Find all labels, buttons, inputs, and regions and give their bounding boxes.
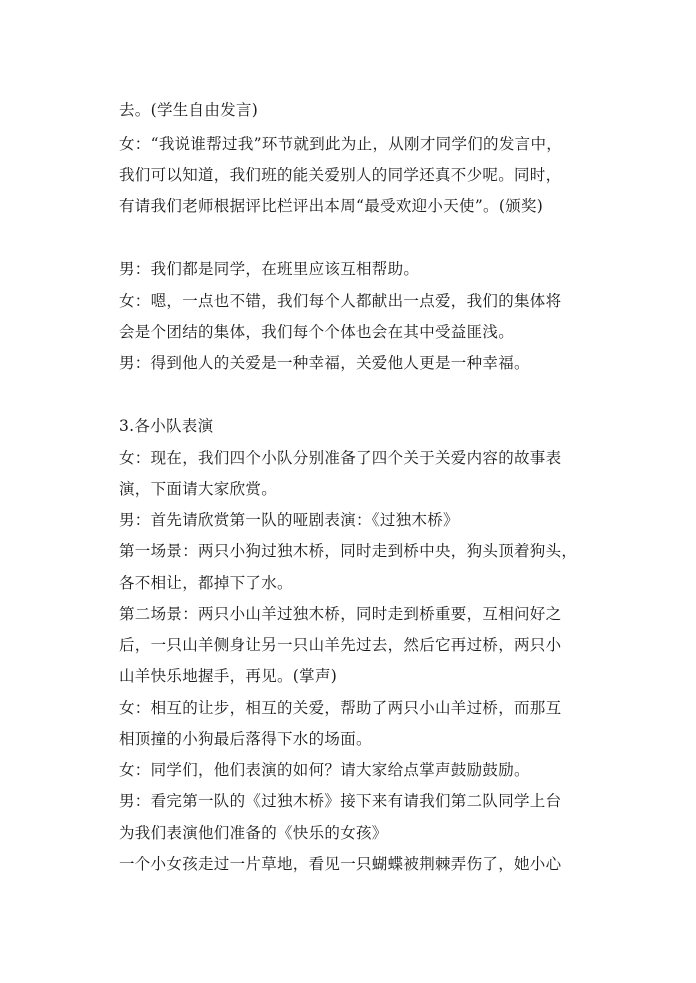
text-line: 演，下面请大家欣赏。 — [119, 480, 278, 498]
text-line: 有请我们老师根据评比栏评出本周“最受欢迎小天使”。(颁奖) — [119, 197, 544, 215]
text-line: 女：嗯，一点也不错，我们每个人都献出一点爱，我们的集体将 — [119, 292, 562, 310]
section-heading: 3.各小队表演 — [119, 417, 214, 435]
text-line: 相顶撞的小狗最后落得下水的场面。 — [119, 730, 372, 748]
text-line: 各不相让，都掉下了水。 — [119, 574, 293, 592]
text-line: 女：同学们，他们表演的如何？请大家给点掌声鼓励鼓励。 — [119, 761, 530, 779]
text-line: 一个小女孩走过一片草地，看见一只蝴蝶被荆棘弄伤了，她小心 — [119, 855, 562, 873]
text-line: 女：相互的让步，相互的关爱，帮助了两只小山羊过桥，而那互 — [119, 699, 562, 717]
text-line: 后，一只山羊侧身让另一只山羊先过去，然后它再过桥，两只小 — [119, 636, 562, 654]
text-line: 男：看完第一队的《过独木桥》接下来有请我们第二队同学上台 — [119, 792, 562, 810]
text-line: 第一场景：两只小狗过独木桥，同时走到桥中央，狗头顶着狗头， — [119, 542, 578, 560]
text-line: 男：首先请欣赏第一队的哑剧表演：《过独木桥》 — [119, 511, 459, 529]
text-line: 女：现在，我们四个小队分别准备了四个关于关爱内容的故事表 — [119, 449, 562, 467]
text-line: 男：我们都是同学，在班里应该互相帮助。 — [119, 260, 420, 278]
text-line: 去。(学生自由发言) — [119, 101, 259, 119]
text-line: 男：得到他人的关爱是一种幸福，关爱他人更是一种幸福。 — [119, 354, 530, 372]
text-line: 为我们表演他们准备的《快乐的女孩》 — [119, 824, 388, 842]
text-line: 会是个团结的集体，我们每个个体也会在其中受益匪浅。 — [119, 323, 515, 341]
text-line: 我们可以知道，我们班的能关爱别人的同学还真不少呢。同时， — [119, 166, 562, 184]
text-line: 第二场景：两只小山羊过独木桥，同时走到桥重要，互相问好之 — [119, 605, 562, 623]
text-line: 山羊快乐地握手，再见。(掌声) — [119, 667, 338, 685]
text-line: 女：“我说谁帮过我”环节就到此为止，从刚才同学们的发言中， — [119, 135, 563, 153]
